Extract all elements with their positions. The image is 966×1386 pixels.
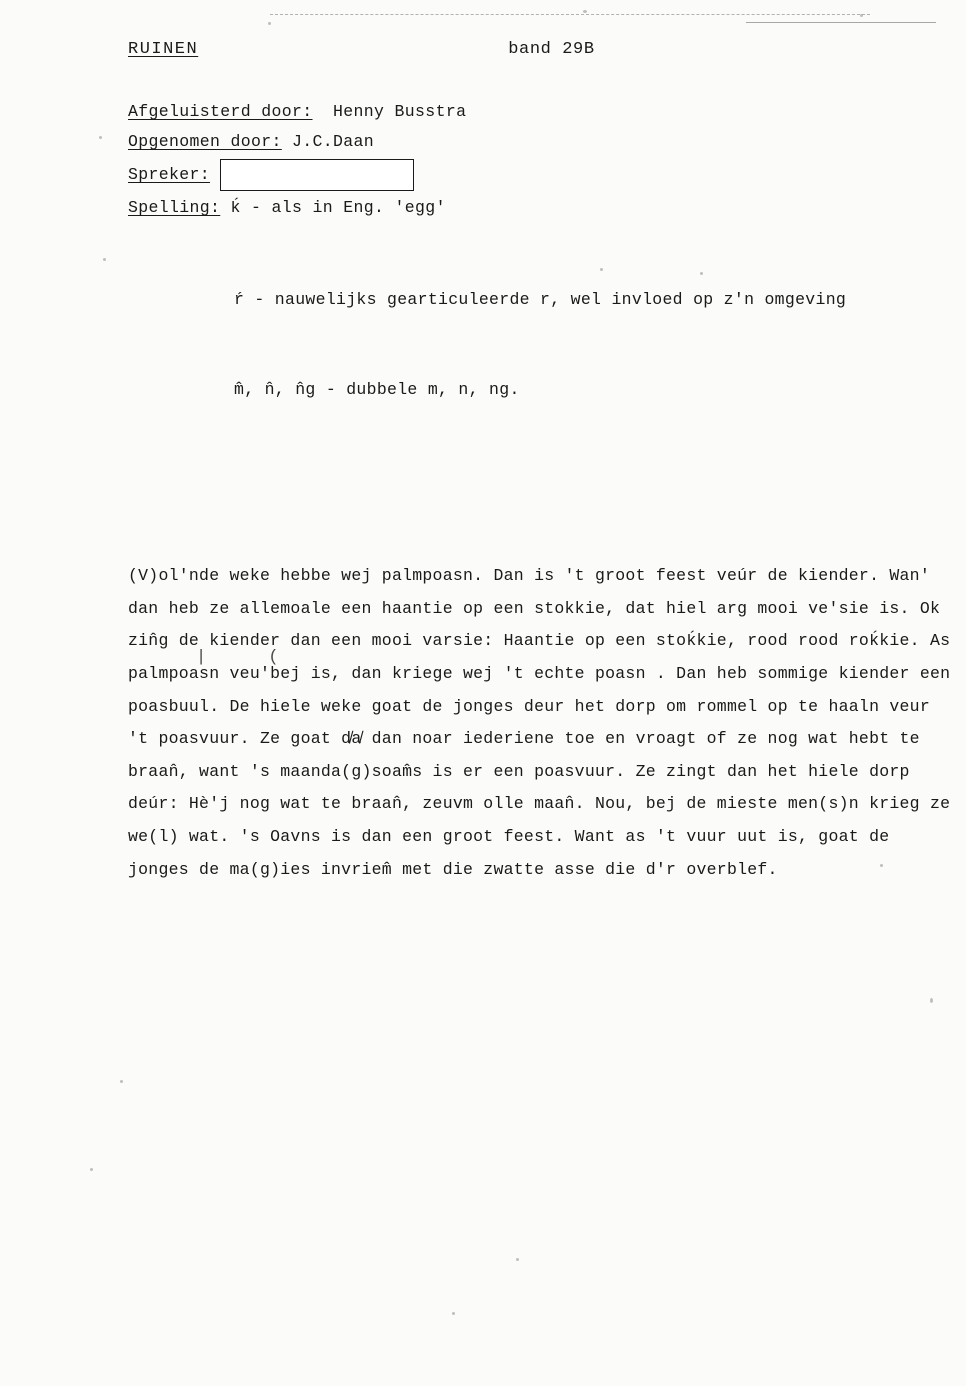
- page-title: RUINEN: [128, 40, 199, 59]
- recorded-by-value: J.C.Daan: [292, 132, 375, 151]
- listened-by-label: Afgeluisterd door:: [128, 102, 313, 121]
- scan-speck: [930, 998, 933, 1003]
- listened-by-line: [128, 97, 958, 127]
- scan-speck: [103, 258, 106, 261]
- recorded-by-label: Opgenomen door:: [128, 132, 282, 151]
- handwritten-tail-marks: | (: [196, 648, 305, 667]
- listened-by-value: Henny Busstra: [333, 102, 467, 121]
- scan-speck: [452, 1312, 455, 1315]
- spelling-note-2: ŕ - nauwelijks gearticuleerde r, wel invloed op z'n omgeving: [234, 290, 847, 309]
- scan-speck: [99, 136, 102, 139]
- spelling-notes: [128, 225, 958, 465]
- scan-speck: [90, 1168, 93, 1171]
- scan-edge-rule-top-right: [746, 22, 936, 23]
- scan-speck: [516, 1258, 519, 1261]
- metadata-block: [128, 97, 958, 465]
- transcription-paragraph: (V)ol'nde weke hebbe wej palmpoasn. Dan is 't groot feest veúr de kiender. Wan' dan heb ze allemoale een haantie op een stokkie, dat hiel arg mooi ve'sie is. Ok zin̂g de kiender dan een mooi varsie: Haantie op een stoḱkie, rood rood roḱkie. As palmpoasn veu'bej is, dan kriege wej 't echte poasn . Dan heb sommige kiender een poasbuul. De hiele weke goat de jonges deur het dorp om rommel op te haaln veur 't poasvuur. Ze goat d̸a̸ dan noar iederiene toe en vroagt of ze nog wat hebt te braan̂, want 's maanda(g)soam̂s is er een poasvuur. Ze zingt dan het hiele dorp deúr: Hè'j nog wat te braan̂, zeuvm olle maan̂. Nou, bej de mieste men(s)n krieg ze we(l) wat. 's Oavns is dan een groot feest. Want as 't vuur uut is, goat de jonges de ma(g)ies invriem̂ met die zwatte asse die d'r overblef.: [128, 566, 961, 879]
- speaker-line: [128, 159, 958, 191]
- scan-speck: [268, 22, 271, 25]
- scan-speck: [860, 14, 863, 17]
- spelling-label: Spelling:: [128, 198, 221, 217]
- scan-speck: [583, 10, 587, 13]
- spelling-value: ḱ - als in Eng. 'egg': [230, 198, 446, 217]
- speaker-input[interactable]: [220, 159, 414, 191]
- document-content: [128, 40, 961, 951]
- recorded-by-line: [128, 127, 958, 157]
- scan-speck: [120, 1080, 123, 1083]
- transcription-body: [128, 495, 961, 951]
- document-header: [128, 40, 958, 59]
- spelling-line: [128, 193, 958, 223]
- scan-edge-rule-top: [270, 14, 870, 15]
- speaker-label: Spreker:: [128, 165, 211, 184]
- spelling-note-3: m̂, n̂, n̂g - dubbele m, n, ng.: [234, 380, 520, 399]
- band-label: band 29B: [508, 40, 595, 59]
